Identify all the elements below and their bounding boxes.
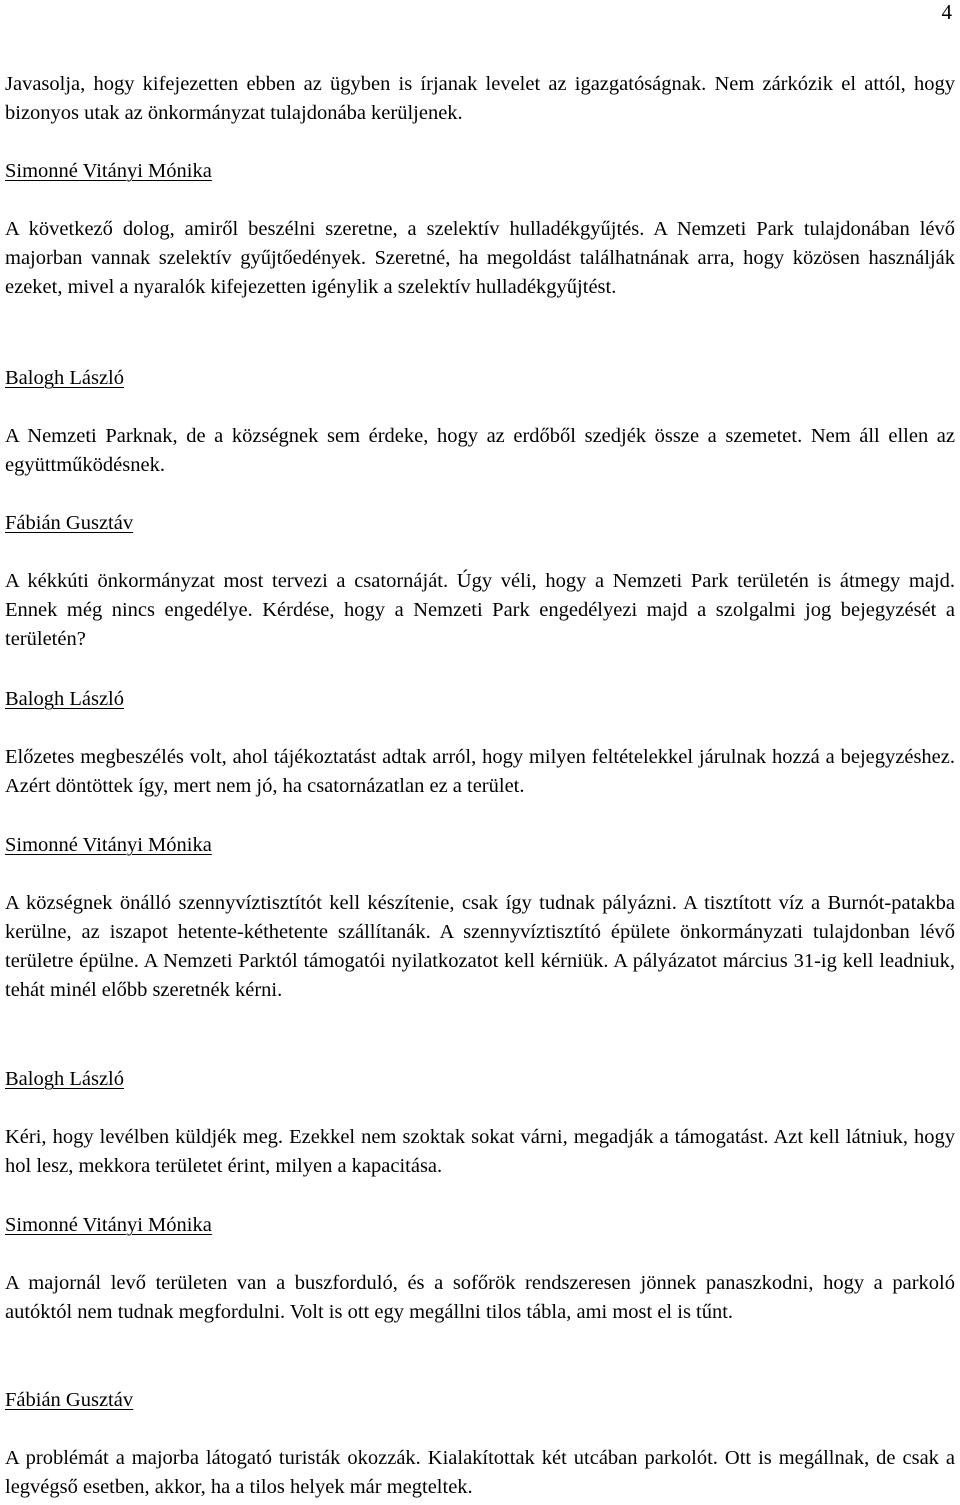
speaker-heading: Balogh László xyxy=(5,367,124,389)
speaker-heading: Simonné Vitányi Mónika xyxy=(5,834,212,856)
paragraph-4: A kékkúti önkormányzat most tervezi a csatornáját. Úgy véli, hogy a Nemzeti Park területén is átmegy majd. Ennek még nincs engedélye. Kérdése, hogy a Nemzeti Park engedélyezi majd a szolgalmi jog bejegyzését a területén? xyxy=(5,570,955,650)
paragraph-9: A problémát a majorba látogató turisták okozzák. Kialakítottak két utcában parkolót. Ott is megállnak, de csak a legvégső esetben, akkor, ha a tilos helyek már megteltek. xyxy=(5,1447,955,1498)
speaker-heading: Fábián Gusztáv xyxy=(5,1389,134,1411)
paragraph-1: Javasolja, hogy kifejezetten ebben az ügyben is írjanak levelet az igazgatóságnak. Nem zárkózik el attól, hogy bizonyos utak az önkormányzat tulajdonába kerüljenek. xyxy=(5,73,955,124)
speaker-heading: Simonné Vitányi Mónika xyxy=(5,1214,212,1236)
paragraph-8: A majornál levő területen van a buszforduló, és a sofőrök rendszeresen jönnek panaszkodni, hogy a parkoló autóktól nem tudnak megfordulni. Volt is ott egy megállni tilos tábla, ami most el is tűnt. xyxy=(5,1272,955,1323)
paragraph-3: A Nemzeti Parknak, de a községnek sem érdeke, hogy az erdőből szedjék össze a szemetet. Nem áll ellen az együttműködésnek. xyxy=(5,425,955,476)
paragraph-6: A községnek önálló szennyvíztisztítót kell készítenie, csak így tudnak pályázni. A tisztított víz a Burnót-patakba kerülne, az iszapot hetente-kéthetente szállítanák. A szennyvíztisztító épülete önkormányzati tulajdonban lévő területre épülne. A Nemzeti Parktól támogatói nyilatkozatot kell kérniük. A pályázatot március 31-ig kell leadniuk, tehát minél előbb szeretnék kérni. xyxy=(5,892,955,1001)
paragraph-7: Kéri, hogy levélben küldjék meg. Ezekkel nem szoktak sokat várni, megadják a támogatást. Azt kell látniuk, hogy hol lesz, mekkora területet érint, milyen a kapacitása. xyxy=(5,1126,955,1177)
speaker-heading: Balogh László xyxy=(5,1068,124,1090)
speaker-heading: Fábián Gusztáv xyxy=(5,512,134,534)
paragraph-5: Előzetes megbeszélés volt, ahol tájékoztatást adtak arról, hogy milyen feltételekkel járulnak hozzá a bejegyzéshez. Azért döntöttek így, mert nem jó, ha csatornázatlan ez a terület. xyxy=(5,746,955,797)
speaker-heading: Balogh László xyxy=(5,688,124,710)
speaker-heading: Simonné Vitányi Mónika xyxy=(5,160,212,182)
page-number: 4 xyxy=(941,0,952,24)
paragraph-2: A következő dolog, amiről beszélni szeretne, a szelektív hulladékgyűjtés. A Nemzeti Park tulajdonában lévő majorban vannak szelektív gyűjtőedények. Szeretné, ha megoldást találhatnának arra, hogy közösen használják ezeket, mivel a nyaralók kifejezetten igénylik a szelektív hulladékgyűjtést. xyxy=(5,218,955,298)
